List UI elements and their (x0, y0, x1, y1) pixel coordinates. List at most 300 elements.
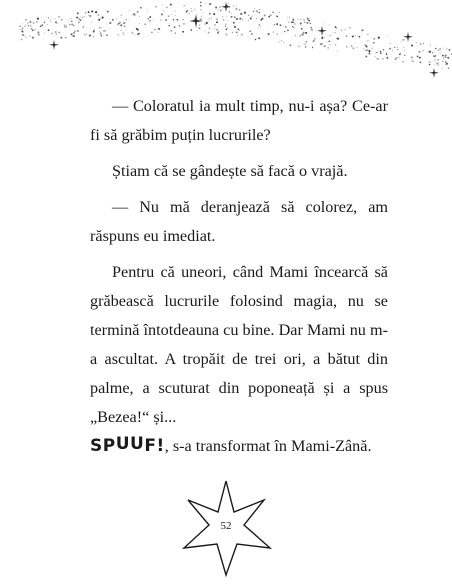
sparkle-dot (255, 39, 257, 41)
spuuf-letter: U (130, 434, 145, 454)
sparkle-dot (220, 9, 222, 11)
sparkle-dot (438, 49, 440, 51)
sparkle-dot (365, 56, 367, 58)
sparkle-dot (435, 59, 436, 60)
sparkle-dot (187, 10, 188, 11)
sparkle-dot (434, 61, 435, 62)
sparkle-dot (236, 6, 237, 7)
sparkle-dot (84, 16, 85, 17)
sparkle-dot (335, 26, 337, 28)
sparkle-dot (118, 34, 119, 35)
sparkle-dot (225, 33, 227, 35)
sparkle-dot (386, 57, 388, 59)
paragraph: Știam că se gândește să facă o vrajă. (112, 162, 348, 180)
sparkle-dot (304, 44, 305, 45)
sparkle-dot (327, 42, 328, 43)
sparkle-dot (366, 41, 367, 42)
sparkle-dot (289, 16, 290, 17)
sparkle-dot (103, 30, 104, 31)
sparkle-dot (306, 22, 308, 24)
sparkle-dot (274, 24, 275, 25)
sparkle-dot (300, 22, 302, 24)
sparkle-dot (28, 26, 29, 27)
sparkle-dot (362, 29, 364, 31)
sparkle-dot (44, 21, 45, 22)
sparkle-dot (229, 11, 230, 12)
sparkle-dot (208, 32, 210, 34)
sparkle-dot (33, 22, 35, 24)
sparkle-dot (305, 46, 307, 48)
sparkle-dot (24, 35, 25, 36)
sparkle-dot (85, 12, 86, 13)
sparkle-dot (440, 53, 441, 54)
sparkle-dot (315, 31, 316, 32)
sparkle-dot (209, 3, 211, 5)
sparkle-dot (170, 4, 172, 6)
sparkle-dot (351, 45, 352, 46)
spuuf-letter: F (144, 436, 157, 456)
sparkle-dot (149, 20, 151, 22)
sparkle-dot (324, 45, 326, 47)
sparkle-dot (387, 36, 388, 37)
sparkle-dot (352, 36, 354, 38)
sparkle-dot (69, 19, 70, 20)
sparkle-dot (443, 57, 444, 58)
sparkle-dot (27, 22, 28, 23)
sparkle-dot (139, 16, 140, 17)
spuuf-sound-effect (90, 434, 165, 456)
sparkle-dot (256, 18, 257, 19)
sparkle-dot (301, 28, 303, 30)
sparkle-dot (83, 26, 84, 27)
sparkle-dot (190, 29, 192, 31)
sparkle-dot (30, 21, 32, 23)
sparkle-star-icons (49, 2, 439, 78)
sparkle-dot (40, 26, 42, 28)
sparkle-dot (397, 49, 399, 51)
sparkle-dot (200, 19, 201, 20)
sparkle-dot (211, 17, 212, 18)
spuuf-letter: P (102, 436, 116, 456)
sparkle-dot (79, 18, 81, 20)
sparkle-dot (233, 22, 235, 24)
sparkle-dot (44, 33, 45, 34)
sparkle-dot (386, 52, 387, 53)
sparkle-dot (239, 30, 240, 31)
sparkle-dot (158, 28, 160, 30)
sparkle-dot (133, 34, 134, 35)
sparkle-dot (175, 33, 176, 34)
sparkle-dot (154, 29, 155, 30)
sparkle-dot (438, 65, 439, 66)
sparkle-dot (64, 26, 66, 28)
sparkle-dot (219, 7, 220, 8)
sparkle-dot (73, 32, 75, 34)
sparkle-dot (227, 20, 228, 21)
sparkle-dot (100, 27, 101, 28)
sparkle-dot (433, 55, 435, 57)
sparkle-dot (228, 3, 229, 4)
sparkle-dot (208, 20, 209, 21)
sparkle-dot (394, 47, 395, 48)
sparkle-dot (267, 28, 268, 29)
sparkle-dot (328, 47, 329, 48)
sparkle-dot (225, 26, 226, 27)
sparkle-dot (129, 21, 130, 22)
sparkle-dot (101, 27, 102, 28)
sparkle-dot (429, 61, 431, 63)
sparkle-dot (435, 48, 436, 49)
sparkle-dot (191, 8, 192, 9)
sparkle-dot (337, 51, 338, 52)
sparkle-dot (448, 49, 450, 51)
sparkle-dot (416, 42, 417, 43)
sparkle-dot (61, 19, 63, 21)
sparkle-dot (107, 11, 109, 13)
sparkle-dot (373, 38, 375, 40)
sparkle-dot (288, 22, 289, 23)
sparkle-dot (403, 47, 404, 48)
sparkle-dot (292, 21, 294, 23)
sparkle-dot (31, 28, 33, 30)
sparkle-dot (314, 38, 315, 39)
sparkle-dot (64, 24, 66, 26)
sparkle-dot (232, 22, 233, 23)
sparkle-dot (324, 37, 325, 38)
sparkle-dot (84, 35, 85, 36)
sparkle-dot (100, 34, 102, 36)
sparkle-dot (120, 24, 122, 26)
sparkle-dot (438, 59, 439, 60)
sparkle-dot (60, 37, 62, 39)
sparkle-dot (199, 27, 201, 29)
sparkle-dot (42, 17, 43, 18)
sparkle-dot (282, 33, 283, 34)
sparkle-dot (285, 26, 286, 27)
spuuf-letter: ! (156, 436, 165, 456)
sparkle-dot (264, 14, 266, 16)
sparkle-dot (99, 27, 100, 28)
sparkle-dot (109, 28, 110, 29)
sparkle-dot (434, 64, 435, 65)
sparkle-dot (239, 18, 241, 20)
sparkle-dot (239, 9, 241, 11)
sparkle-dot (155, 6, 157, 8)
sparkle-dot (153, 19, 154, 20)
sparkle-dot (22, 34, 24, 36)
sparkle-dot (439, 65, 440, 66)
sparkle-dot (248, 20, 249, 21)
sparkle-dot (448, 67, 449, 68)
sparkle-dot (116, 18, 117, 19)
sparkle-dot (129, 10, 130, 11)
sparkle-dot (441, 51, 442, 52)
sparkle-dot (283, 42, 284, 43)
sparkle-dot (162, 5, 163, 6)
sparkle-dot (36, 21, 38, 23)
sparkle-dot (375, 56, 376, 57)
sparkle-dot (335, 32, 336, 33)
sparkle-dot (52, 18, 53, 19)
sparkle-dot (38, 34, 40, 36)
sparkle-dot (400, 41, 401, 42)
paragraph: Pentru că uneori, când Mami încearcă să grăbească lucrurile folosind magia, nu se termină întotdeauna cu bine. Dar Mami nu m-a ascultat. A tropăit de trei ori, a bătut din palme, a scuturat din poponeață și a spus „Bezea!“ și... (90, 263, 388, 426)
sparkle-dot (126, 29, 127, 30)
sparkle-dot (279, 41, 280, 42)
sparkle-dot (123, 34, 124, 35)
sparkle-dot (272, 12, 273, 13)
sparkle-dot (358, 35, 359, 36)
sparkle-dot (98, 19, 100, 21)
sparkle-dot (213, 13, 215, 15)
sparkle-dot (71, 33, 73, 35)
sparkle-dot (395, 58, 397, 60)
sparkle-dot (72, 35, 73, 36)
sparkle-dot (165, 19, 167, 21)
sparkle-dot (222, 16, 223, 17)
sparkle-dot (445, 54, 447, 56)
sparkle-dot (118, 25, 119, 26)
sparkle-dot (77, 12, 79, 14)
sparkle-dot (293, 27, 295, 29)
sparkle-dot (25, 24, 26, 25)
sparkle-dot (97, 14, 99, 16)
sparkle-dot (175, 11, 176, 12)
sparkle-trail-decoration (0, 0, 452, 95)
sparkle-dot (238, 29, 239, 30)
sparkle-dot (147, 11, 148, 12)
sparkle-dot (48, 30, 49, 31)
sparkle-dot (302, 34, 304, 36)
sparkle-dot (428, 51, 429, 52)
sparkle-dot (284, 31, 285, 32)
sparkle-dot (348, 35, 349, 36)
sparkle-dot (55, 18, 56, 19)
sparkle-dot (89, 34, 91, 36)
sparkle-dot (361, 33, 362, 34)
sparkle-dot (109, 22, 111, 24)
sparkle-dot (440, 54, 441, 55)
sparkle-dot (133, 27, 134, 28)
sparkle-dot (121, 30, 122, 31)
sparkle-dot (443, 58, 444, 59)
sparkle-dot (309, 18, 310, 19)
sparkle-dot (123, 22, 125, 24)
sparkle-dot (71, 23, 73, 25)
sparkle-dot (223, 19, 225, 21)
sparkle-dot (80, 16, 81, 17)
sparkle-dot (161, 20, 162, 21)
sparkle-dot (214, 28, 215, 29)
sparkle-dot (249, 30, 251, 32)
sparkle-dot (174, 26, 176, 28)
sparkle-dot (53, 36, 54, 37)
sparkle-dot (226, 29, 228, 31)
sparkle-dot (137, 33, 139, 35)
sparkle-dot (390, 43, 391, 44)
sparkle-dot (78, 21, 80, 23)
sparkle-dot (175, 15, 176, 16)
sparkle-dot (209, 13, 210, 14)
sparkle-dot (149, 16, 151, 18)
sparkle-dot (19, 29, 20, 30)
sparkle-dot (182, 19, 184, 21)
sparkle-dot (241, 34, 243, 36)
sparkle-dot (336, 28, 337, 29)
sparkle-dot (380, 51, 382, 53)
sparkle-dot (57, 23, 58, 24)
sparkle-dot (330, 35, 331, 36)
sparkle-dot (292, 26, 293, 27)
sparkle-dot (23, 23, 24, 24)
sparkle-dot (30, 25, 32, 27)
sparkle-dot (251, 16, 252, 17)
sparkle-dot (248, 36, 249, 37)
sparkle-dot (122, 32, 123, 33)
sparkle-dot (299, 35, 301, 37)
sparkle-dot (68, 22, 69, 23)
sparkle-dot (308, 20, 310, 22)
sparkle-dot (37, 18, 39, 20)
sparkle-dot (71, 21, 72, 22)
sparkle-dot (205, 4, 206, 5)
sparkle-dot (367, 49, 369, 51)
sparkle-dot (287, 18, 288, 19)
sparkle-dot (91, 10, 93, 12)
sparkle-dot (333, 32, 334, 33)
sparkle-dot (244, 12, 246, 14)
sparkle-dot (311, 29, 313, 31)
sparkle-dot (251, 34, 252, 35)
sparkle-dot (336, 38, 337, 39)
sparkle-dot (158, 32, 159, 33)
sparkle-dot (402, 39, 404, 41)
sparkle-dot (226, 28, 227, 29)
sparkle-dot (365, 50, 366, 51)
paragraph: — Nu mă deranjează să colorez, am răspuns eu imediat. (90, 198, 388, 245)
sparkle-dot (233, 5, 234, 6)
sparkle-dot (147, 35, 148, 36)
sparkle-dot (289, 44, 291, 46)
sparkle-dot (56, 34, 57, 35)
sparkle-dot (183, 28, 184, 29)
sparkle-dot (172, 14, 173, 15)
sparkle-dot (404, 39, 405, 40)
sparkle-dot (382, 58, 383, 59)
sparkle-dot (292, 19, 294, 21)
sparkle-dot (396, 57, 397, 58)
sparkle-dot (50, 21, 51, 22)
sparkle-dot (258, 27, 259, 28)
sparkle-dot (21, 39, 23, 41)
sparkle-dot (445, 56, 447, 58)
sparkle-dot (442, 61, 443, 62)
sparkle-dot (273, 31, 274, 32)
sparkle-dot (287, 29, 289, 31)
sparkle-dot (105, 30, 106, 31)
sparkle-dot (88, 11, 90, 13)
sparkle-dot (357, 47, 358, 48)
sparkle-dot (135, 34, 136, 35)
sparkle-dot (86, 33, 87, 34)
sparkle-dot (237, 35, 238, 36)
sparkle-dot (161, 13, 163, 15)
sparkle-dot (82, 17, 83, 18)
paragraph-tail: , s-a transformat în Mami-Zână. (164, 437, 372, 455)
sparkle-dot (121, 15, 122, 16)
sparkle-dot (134, 14, 136, 16)
sparkle-dot (234, 16, 235, 17)
sparkle-dot (148, 18, 149, 19)
sparkle-dot (295, 35, 296, 36)
sparkle-dot (256, 10, 258, 12)
sparkle-dot (144, 23, 145, 24)
sparkle-dot (329, 25, 330, 26)
sparkle-dot (430, 45, 431, 46)
sparkle-dot (368, 52, 370, 54)
sparkle-dot (446, 62, 448, 64)
sparkle-dot (106, 34, 108, 36)
sparkle-dot (183, 5, 184, 6)
sparkle-dot (250, 18, 252, 20)
sparkle-dot (377, 58, 379, 60)
sparkle-dot (430, 61, 431, 62)
sparkle-dot (186, 11, 188, 13)
sparkle-dot (160, 20, 161, 21)
sparkle-dot (368, 40, 369, 41)
sparkle-dot (303, 19, 304, 20)
sparkle-dot (34, 29, 36, 31)
sparkle-dot (303, 32, 305, 34)
sparkle-dot (216, 29, 218, 31)
sparkle-dot (363, 50, 364, 51)
sparkle-dot (189, 13, 190, 14)
sparkle-dot (447, 57, 449, 59)
sparkle-dot (313, 40, 315, 42)
sparkle-dot (194, 19, 195, 20)
sparkle-dot (298, 46, 299, 47)
sparkle-dot (137, 29, 139, 31)
sparkle-dot (310, 27, 312, 29)
sparkle-dot (236, 18, 238, 20)
sparkle-dot (194, 9, 195, 10)
sparkle-dot (177, 19, 179, 21)
sparkle-dot (307, 18, 309, 20)
sparkle-dot (106, 23, 107, 24)
sparkle-dot (258, 37, 260, 39)
sparkle-dot (364, 49, 365, 50)
sparkle-dot (197, 30, 198, 31)
sparkle-dot (100, 32, 101, 33)
sparkle-dot (259, 12, 261, 14)
sparkle-dot (183, 23, 185, 25)
sparkle-dot (389, 48, 391, 50)
sparkle-dot (367, 34, 368, 35)
sparkle-dot (97, 10, 98, 11)
sparkle-dot (32, 29, 34, 31)
sparkle-dot (259, 9, 260, 10)
sparkle-dot (25, 19, 26, 20)
sparkle-dot (173, 19, 175, 21)
sparkle-dot (124, 26, 125, 27)
sparkle-dot (41, 24, 42, 25)
sparkle-dot (65, 37, 67, 39)
sparkle-dot (305, 41, 307, 43)
sparkle-dot (392, 50, 393, 51)
sparkle-dot (310, 23, 312, 25)
sparkle-dot (216, 18, 218, 20)
sparkle-dot (50, 20, 51, 21)
